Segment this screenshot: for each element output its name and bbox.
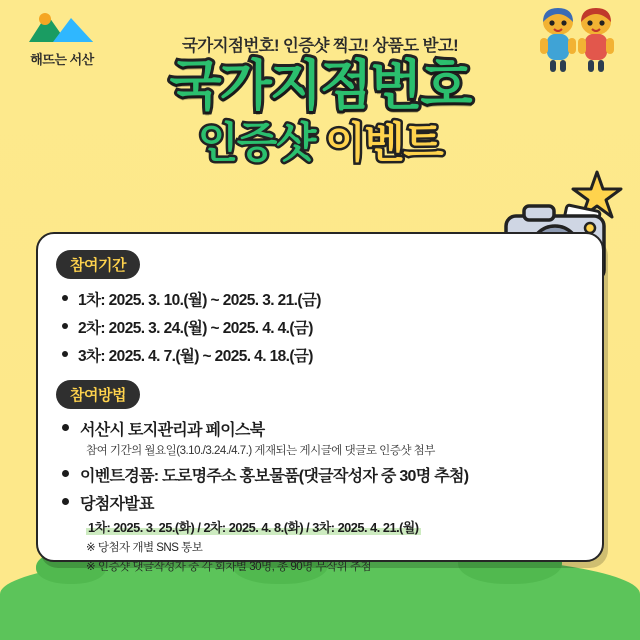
method-item-desc: 참여 기간의 월요일(3.10./3.24./4.7.) 게재되는 게시글에 댓글로 인증샷 첨부 — [86, 445, 435, 457]
list-item — [60, 463, 584, 486]
list-item: 1차: 2025. 3. 10.(월) ~ 2025. 3. 21.(금) — [60, 288, 584, 310]
info-card — [36, 232, 604, 573]
list-item — [60, 491, 584, 574]
poster-title-line2-a: 인증샷 — [197, 118, 315, 166]
method-section — [56, 380, 584, 574]
method-note: ※ 인증샷 댓글작성자 중 각 회차별 30명, 총 90명 무작위 추첨 — [86, 561, 372, 573]
method-item-label: 서산시 토지관리과 페이스북 — [80, 422, 265, 439]
brand-logo-text: 해뜨는 서산 — [30, 52, 94, 67]
method-list — [60, 417, 584, 574]
period-badge: 참여기간 — [56, 250, 140, 279]
method-item-label: 당첨자발표 — [80, 496, 154, 513]
list-item: 3차: 2025. 4. 7.(월) ~ 2025. 4. 18.(금) — [60, 344, 584, 366]
poster-title-line2-b: 이벤트 — [325, 118, 443, 166]
method-badge: 참여방법 — [56, 380, 140, 409]
list-item — [60, 417, 584, 458]
poster-title-line2 — [0, 118, 640, 166]
poster-title — [0, 58, 640, 165]
poster-subheadline: 국가지점번호! 인증샷 찍고! 상품도 받고! — [181, 37, 459, 55]
winners-announcement-dates: 1차: 2025. 3. 25.(화) / 2차: 2025. 4. 8.(화) / 3차: 2025. 4. 21.(월) — [88, 520, 419, 535]
method-item-label: 이벤트경품: 도로명주소 홍보물품(댓글작성자 중 30명 추첨) — [80, 468, 469, 485]
method-note: ※ 당첨자 개별 SNS 통보 — [86, 542, 203, 554]
poster-title-line1: 국가지점번호 — [169, 56, 471, 116]
list-item: 2차: 2025. 3. 24.(월) ~ 2025. 4. 4.(금) — [60, 316, 584, 338]
period-list — [60, 288, 584, 366]
